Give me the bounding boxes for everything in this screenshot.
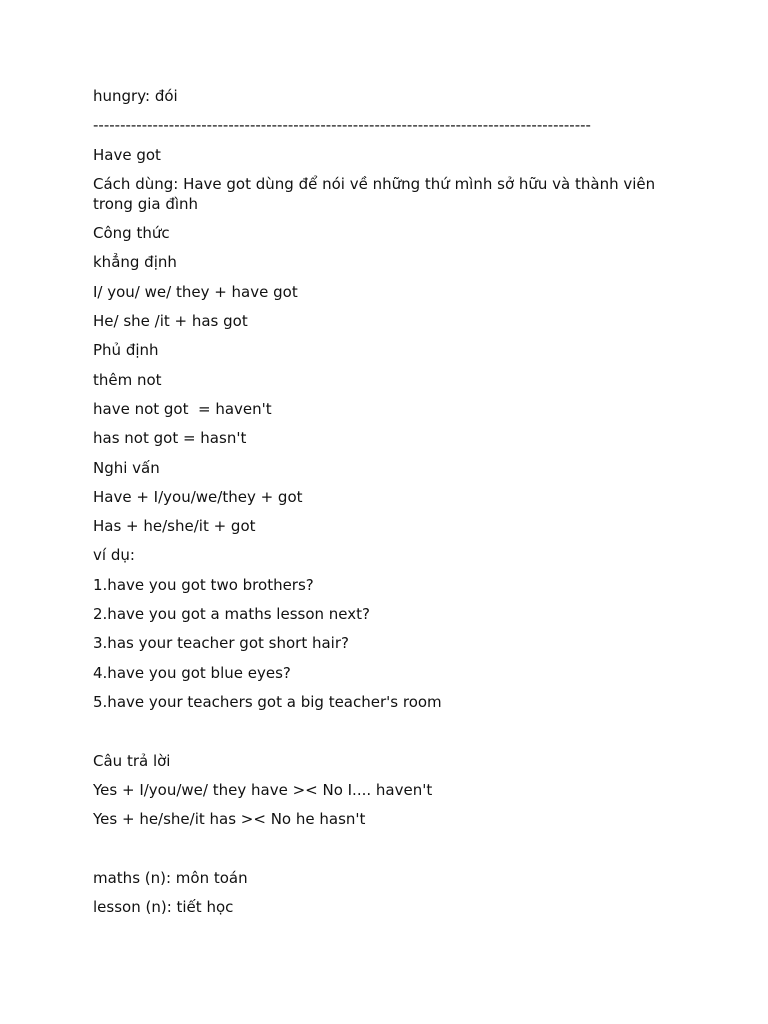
- document-page: [93, 86, 693, 926]
- example-4: 4.have you got blue eyes?: [93, 663, 291, 682]
- vocab-lesson: lesson (n): tiết học: [93, 898, 234, 917]
- dashed-divider: --------------------------------------------------------------------------------------------: [93, 116, 591, 135]
- answer-rule-plural: Yes + I/you/we/ they have >< No I.... haven't: [93, 780, 433, 799]
- question-rule-have: Have + I/you/we/they + got: [93, 487, 303, 506]
- blank-line: [93, 721, 693, 741]
- negative-heading: Phủ định: [93, 341, 159, 360]
- negative-rule-have: have not got = haven't: [93, 399, 272, 418]
- negative-rule-has: has not got = hasn't: [93, 429, 247, 448]
- blank-line: [93, 838, 693, 858]
- question-heading: Nghi vấn: [93, 458, 160, 477]
- affirmative-heading: khẳng định: [93, 253, 177, 272]
- examples-heading: ví dụ:: [93, 546, 135, 565]
- vocab-maths: maths (n): môn toán: [93, 868, 248, 887]
- answer-rule-singular: Yes + he/she/it has >< No he hasn't: [93, 810, 366, 829]
- negative-note: thêm not: [93, 370, 162, 389]
- section-title-have-got: Have got: [93, 145, 161, 164]
- affirmative-rule-plural: I/ you/ we/ they + have got: [93, 282, 298, 301]
- vocab-hungry: hungry: đói: [93, 87, 178, 105]
- example-3: 3.has your teacher got short hair?: [93, 634, 349, 653]
- formula-heading: Công thức: [93, 224, 170, 243]
- example-5: 5.have your teachers got a big teacher's room: [93, 692, 442, 711]
- example-2: 2.have you got a maths lesson next?: [93, 605, 370, 624]
- example-1: 1.have you got two brothers?: [93, 575, 314, 594]
- question-rule-has: Has + he/she/it + got: [93, 517, 256, 536]
- affirmative-rule-singular: He/ she /it + has got: [93, 312, 248, 331]
- answers-heading: Câu trả lời: [93, 751, 171, 770]
- usage-description: Cách dùng: Have got dùng để nói về những thứ mình sở hữu và thành viên trong gia đình: [93, 174, 660, 213]
